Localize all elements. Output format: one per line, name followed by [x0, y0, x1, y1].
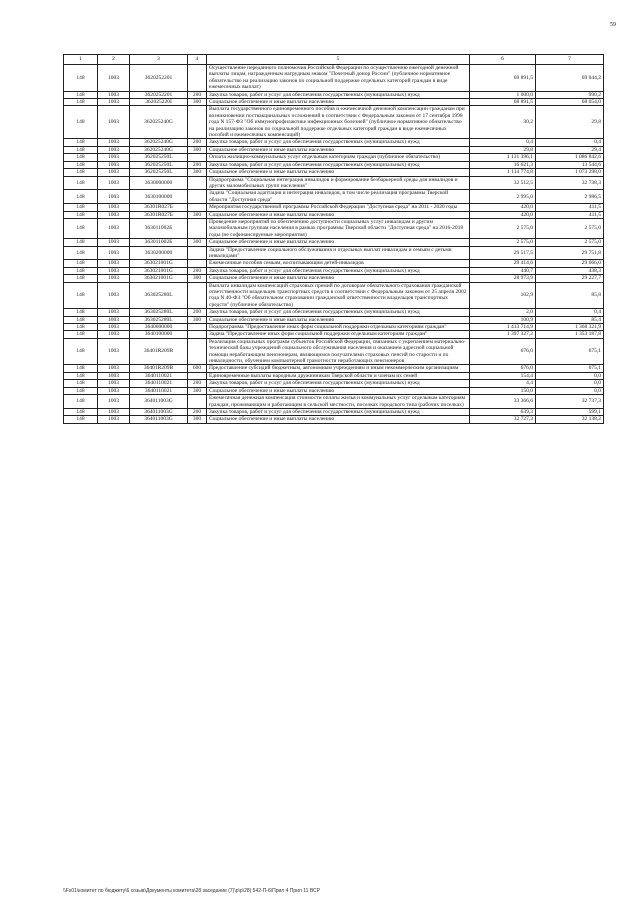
table-row	[64, 365, 604, 372]
cell-section-code: 1003	[98, 99, 130, 106]
cell-planned-amount: 29 517,5	[470, 246, 536, 260]
table-row	[64, 416, 604, 423]
cell-target-article: 363011002Б	[130, 218, 188, 238]
cell-planned-amount: 68 891,5	[470, 99, 536, 106]
cell-expense-type	[188, 65, 207, 92]
table-row	[64, 408, 604, 415]
cell-expense-type: 300	[188, 316, 207, 323]
cell-description: Реализация социальных программ субъектов Российской Федерации, связанных с укреплением материально-технической базы учреждений социального обслуживания населения и оказанием адресной социальной помощи неработающим пенсионерам, являющимся получателями страховых пенсий по старости и по инвалидности, обучением компьютерной грамотности неработающих пенсионеров	[207, 338, 470, 365]
cell-expense-type	[188, 331, 207, 338]
cell-expense-type	[188, 176, 207, 190]
cell-planned-amount: 1 397 327,2	[470, 331, 536, 338]
cell-actual-amount: 0,4	[536, 139, 604, 146]
cell-admin-code: 148	[64, 309, 98, 316]
cell-admin-code: 148	[64, 169, 98, 176]
cell-description: Ежемесячная денежная компенсация стоимости оплаты жилья и коммунальных услуг отдельным категориям граждан, проживающим и работающим в сельской местности, поселках городского типа (рабочих поселках)	[207, 395, 470, 409]
cell-actual-amount: 1 368 321,9	[536, 324, 604, 331]
cell-planned-amount: 4,4	[470, 380, 536, 387]
cell-description: Социальное обеспечение и иные выплаты населению	[207, 239, 470, 246]
cell-target-article: 3630100000	[130, 190, 188, 204]
table-row	[64, 218, 604, 238]
cell-target-article: 362025240G	[130, 139, 188, 146]
cell-target-article: 3630000000	[130, 176, 188, 190]
cell-planned-amount: 1 000,0	[470, 91, 536, 98]
cell-admin-code: 148	[64, 239, 98, 246]
cell-section-code: 1003	[98, 139, 130, 146]
table-row	[64, 282, 604, 309]
cell-expense-type: 300	[188, 169, 207, 176]
cell-expense-type: 300	[188, 387, 207, 394]
cell-description: Социальное обеспечение и иные выплаты населению	[207, 211, 470, 218]
cell-description: Социальное обеспечение и иные выплаты населению	[207, 146, 470, 153]
cell-expense-type	[188, 282, 207, 309]
cell-admin-code: 148	[64, 380, 98, 387]
cell-expense-type: 200	[188, 408, 207, 415]
table-row	[64, 211, 604, 218]
cell-planned-amount: 1 131 396,1	[470, 154, 536, 161]
cell-admin-code: 148	[64, 204, 98, 211]
cell-admin-code: 148	[64, 416, 98, 423]
cell-section-code: 1003	[98, 309, 130, 316]
column-header: 7	[536, 55, 604, 65]
cell-section-code: 1003	[98, 91, 130, 98]
table-row	[64, 161, 604, 168]
cell-section-code: 1003	[98, 324, 130, 331]
table-row	[64, 309, 604, 316]
cell-section-code: 1003	[98, 372, 130, 379]
cell-actual-amount: 675,1	[536, 338, 604, 365]
cell-target-article: 3630200000	[130, 246, 188, 260]
cell-expense-type	[188, 106, 207, 139]
cell-target-article: 3640000000	[130, 324, 188, 331]
cell-planned-amount: 1 413 714,9	[470, 324, 536, 331]
cell-target-article: 364011003G	[130, 395, 188, 409]
cell-planned-amount: 676,0	[470, 365, 536, 372]
cell-admin-code: 148	[64, 387, 98, 394]
cell-section-code: 1003	[98, 154, 130, 161]
cell-target-article: 36301R027Б	[130, 204, 188, 211]
cell-expense-type	[188, 260, 207, 267]
cell-description: Социальное обеспечение и иные выплаты населению	[207, 316, 470, 323]
cell-description: Подпрограмма "Социальная интеграция инвалидов и формирование безбарьерной среды для инвалидов и других маломобильных групп населения"	[207, 176, 470, 190]
cell-section-code: 1003	[98, 395, 130, 409]
cell-section-code: 1003	[98, 380, 130, 387]
cell-actual-amount: 69 044,2	[536, 65, 604, 92]
table-body	[64, 65, 604, 424]
cell-actual-amount: 675,1	[536, 365, 604, 372]
column-header: 1	[64, 55, 98, 65]
cell-expense-type: 200	[188, 267, 207, 274]
cell-section-code: 1003	[98, 146, 130, 153]
column-header: 5	[207, 55, 470, 65]
cell-expense-type	[188, 372, 207, 379]
cell-target-article: 363025280L	[130, 316, 188, 323]
table-row	[64, 239, 604, 246]
cell-admin-code: 148	[64, 324, 98, 331]
table-row	[64, 275, 604, 282]
cell-target-article: 3620252201	[130, 91, 188, 98]
cell-admin-code: 148	[64, 331, 98, 338]
cell-description: Закупка товаров, работ и услуг для обеспечения государственных (муниципальных) нужд	[207, 380, 470, 387]
cell-section-code: 1003	[98, 218, 130, 238]
cell-planned-amount: 150,0	[470, 387, 536, 394]
column-header: 6	[470, 55, 536, 65]
table-row	[64, 387, 604, 394]
cell-expense-type: 600	[188, 365, 207, 372]
cell-expense-type	[188, 190, 207, 204]
cell-target-article: 364011003G	[130, 416, 188, 423]
cell-actual-amount: 32 738,3	[536, 176, 604, 190]
cell-target-article: 36401R209B	[130, 338, 188, 365]
cell-admin-code: 148	[64, 365, 98, 372]
cell-section-code: 1003	[98, 408, 130, 415]
cell-planned-amount: 33 366,6	[470, 395, 536, 409]
cell-admin-code: 148	[64, 218, 98, 238]
cell-admin-code: 148	[64, 65, 98, 92]
cell-description: Мероприятия государственной программы Российской Федерации "Доступная среда" на 2011 - 2020 годы	[207, 204, 470, 211]
cell-expense-type	[188, 204, 207, 211]
table-row	[64, 154, 604, 161]
cell-target-article: 362025250L	[130, 169, 188, 176]
cell-section-code: 1003	[98, 338, 130, 365]
table-row	[64, 106, 604, 139]
cell-target-article: 363025280L	[130, 309, 188, 316]
cell-description: Задача "Предоставление социального обслуживания и отдельных выплат инвалидам и семьям с детьми инвалидами"	[207, 246, 470, 260]
cell-admin-code: 148	[64, 316, 98, 323]
cell-planned-amount: 420,0	[470, 204, 536, 211]
table-row	[64, 324, 604, 331]
cell-actual-amount: 2 986,5	[536, 190, 604, 204]
cell-planned-amount: 100,9	[470, 316, 536, 323]
table-row	[64, 169, 604, 176]
cell-actual-amount: 1 073 298,0	[536, 169, 604, 176]
cell-expense-type: 200	[188, 91, 207, 98]
cell-admin-code: 148	[64, 161, 98, 168]
cell-section-code: 1003	[98, 190, 130, 204]
cell-actual-amount: 1 086 842,6	[536, 154, 604, 161]
cell-planned-amount: 639,3	[470, 408, 536, 415]
cell-section-code: 1003	[98, 246, 130, 260]
table-row	[64, 246, 604, 260]
cell-actual-amount: 29 666,0	[536, 260, 604, 267]
cell-description: Закупка товаров, работ и услуг для обеспечения государственных (муниципальных) нужд	[207, 91, 470, 98]
cell-planned-amount: 2 995,0	[470, 190, 536, 204]
cell-actual-amount: 32 737,3	[536, 395, 604, 409]
cell-actual-amount: 85,4	[536, 316, 604, 323]
cell-planned-amount: 676,0	[470, 338, 536, 365]
cell-actual-amount: 0,0	[536, 387, 604, 394]
table-row	[64, 395, 604, 409]
cell-description: Социальное обеспечение и иные выплаты населению	[207, 387, 470, 394]
cell-actual-amount: 2 575,0	[536, 239, 604, 246]
table-row	[64, 91, 604, 98]
cell-expense-type	[188, 154, 207, 161]
cell-admin-code: 148	[64, 372, 98, 379]
cell-description: Осуществление переданного полномочия Российской Федерации по осуществлению ежегодной денежной выплаты лицам, награжденным нагрудным знаком "Почетный донор России" (публичное нормативное обязательство на реализацию законов по социальной поддержке отдельных категорий граждан в виде ежемесячных выплат)	[207, 65, 470, 92]
cell-target-article: 3620252201	[130, 65, 188, 92]
cell-section-code: 1003	[98, 331, 130, 338]
cell-expense-type	[188, 218, 207, 238]
cell-admin-code: 148	[64, 282, 98, 309]
cell-target-article: 363021001G	[130, 267, 188, 274]
cell-admin-code: 148	[64, 246, 98, 260]
cell-expense-type: 200	[188, 380, 207, 387]
cell-actual-amount: 411,5	[536, 211, 604, 218]
cell-admin-code: 148	[64, 267, 98, 274]
cell-description: Задача "Социальная адаптация и интеграция инвалидов, в том числе реализация программы Тверской области "Доступная среда"	[207, 190, 470, 204]
cell-target-article: 36401R209B	[130, 365, 188, 372]
cell-actual-amount: 85,8	[536, 282, 604, 309]
cell-planned-amount: 32 727,3	[470, 416, 536, 423]
table-row	[64, 176, 604, 190]
cell-description: Выплата инвалидам компенсаций страховых премий по договорам обязательного страхования гражданской ответственности владельцев транспортных средств в соответствии с Федеральным законом от 25 апреля 2002 года N 40-ФЗ "Об обязательном страховании гражданской ответственности владельцев транспортных средств" (публичное обязательство)	[207, 282, 470, 309]
cell-admin-code: 148	[64, 408, 98, 415]
cell-planned-amount: 2,0	[470, 309, 536, 316]
cell-section-code: 1003	[98, 239, 130, 246]
cell-section-code: 1003	[98, 106, 130, 139]
cell-section-code: 1003	[98, 365, 130, 372]
table-row	[64, 331, 604, 338]
table-row	[64, 190, 604, 204]
cell-description: Закупка товаров, работ и услуг для обеспечения государственных (муниципальных) нужд	[207, 309, 470, 316]
cell-expense-type	[188, 324, 207, 331]
cell-description: Ежемесячные пособия семьям, воспитывающим детей-инвалидов	[207, 260, 470, 267]
cell-admin-code: 148	[64, 260, 98, 267]
cell-target-article: 363021001G	[130, 275, 188, 282]
cell-actual-amount: 0,0	[536, 372, 604, 379]
budget-table	[63, 54, 604, 424]
cell-admin-code: 148	[64, 338, 98, 365]
cell-target-article: 36301R027Б	[130, 211, 188, 218]
cell-planned-amount: 32 512,5	[470, 176, 536, 190]
cell-section-code: 1003	[98, 204, 130, 211]
cell-actual-amount: 13 544,6	[536, 161, 604, 168]
cell-planned-amount: 440,7	[470, 267, 536, 274]
cell-section-code: 1003	[98, 65, 130, 92]
cell-section-code: 1003	[98, 176, 130, 190]
cell-admin-code: 148	[64, 154, 98, 161]
cell-target-article: 362025250L	[130, 154, 188, 161]
cell-section-code: 1003	[98, 316, 130, 323]
cell-expense-type	[188, 246, 207, 260]
cell-description: Задача "Предоставление иных форм социальной поддержки отдельным категориям граждан"	[207, 331, 470, 338]
cell-actual-amount: 29 751,8	[536, 246, 604, 260]
table-row	[64, 146, 604, 153]
cell-actual-amount: 2 575,0	[536, 218, 604, 238]
cell-admin-code: 148	[64, 176, 98, 190]
cell-planned-amount: 29 414,6	[470, 260, 536, 267]
cell-actual-amount: 68 054,0	[536, 99, 604, 106]
cell-description: Социальное обеспечение и иные выплаты населению	[207, 169, 470, 176]
cell-section-code: 1003	[98, 387, 130, 394]
table-row	[64, 267, 604, 274]
cell-actual-amount: 0,0	[536, 380, 604, 387]
cell-planned-amount: 2 575,0	[470, 239, 536, 246]
cell-admin-code: 148	[64, 99, 98, 106]
column-header: 4	[188, 55, 207, 65]
cell-target-article: 363021001G	[130, 260, 188, 267]
cell-expense-type: 200	[188, 309, 207, 316]
table-row	[64, 316, 604, 323]
cell-expense-type: 300	[188, 416, 207, 423]
cell-target-article: 362025240G	[130, 146, 188, 153]
cell-planned-amount: 16 621,3	[470, 161, 536, 168]
cell-description: Социальное обеспечение и иные выплаты населению	[207, 275, 470, 282]
cell-actual-amount: 29,4	[536, 146, 604, 153]
cell-target-article: 3640110021	[130, 387, 188, 394]
cell-actual-amount: 990,2	[536, 91, 604, 98]
cell-expense-type: 300	[188, 239, 207, 246]
cell-target-article: 3640100000	[130, 331, 188, 338]
cell-target-article: 362025240G	[130, 106, 188, 139]
cell-section-code: 1003	[98, 282, 130, 309]
cell-target-article: 363025280L	[130, 282, 188, 309]
cell-section-code: 1003	[98, 169, 130, 176]
page-number: 59	[610, 22, 616, 28]
cell-planned-amount: 29,8	[470, 146, 536, 153]
cell-planned-amount: 154,4	[470, 372, 536, 379]
cell-description: Социальное обеспечение и иные выплаты населению	[207, 99, 470, 106]
column-header: 2	[98, 55, 130, 65]
cell-admin-code: 148	[64, 146, 98, 153]
cell-actual-amount: 32 138,2	[536, 416, 604, 423]
cell-description: Закупка товаров, работ и услуг для обеспечения государственных (муниципальных) нужд	[207, 267, 470, 274]
cell-planned-amount: 1 114 774,8	[470, 169, 536, 176]
cell-description: Закупка товаров, работ и услуг для обеспечения государственных (муниципальных) нужд	[207, 139, 470, 146]
cell-admin-code: 148	[64, 190, 98, 204]
cell-planned-amount: 28 973,9	[470, 275, 536, 282]
cell-admin-code: 148	[64, 106, 98, 139]
cell-section-code: 1003	[98, 416, 130, 423]
cell-description: Социальное обеспечение и иные выплаты населению	[207, 416, 470, 423]
cell-expense-type: 200	[188, 161, 207, 168]
cell-description: Подпрограмма "Предоставление иных форм социальной поддержки отдельным категориям граждан"	[207, 324, 470, 331]
table-row	[64, 380, 604, 387]
cell-admin-code: 148	[64, 139, 98, 146]
cell-expense-type: 200	[188, 139, 207, 146]
cell-description: Выплата государственного единовременного пособия и ежемесячной денежной компенсации гражданам при возникновении поствакцинальных осложнений в соответствии с Федеральным законом от 17 сентября 1998 года N 157-ФЗ "Об иммунопрофилактике инфекционных болезней" (публичное нормативное обязательство на реализацию законов по социальной поддержке отдельных категорий граждан в виде ежемесячных пособий и ежемесячных компенсаций)	[207, 106, 470, 139]
cell-description: Закупка товаров, работ и услуг для обеспечения государственных (муниципальных) нужд	[207, 161, 470, 168]
table-row	[64, 139, 604, 146]
cell-planned-amount: 0,4	[470, 139, 536, 146]
cell-description: Закупка товаров, работ и услуг для обеспечения государственных (муниципальных) нужд	[207, 408, 470, 415]
table-row	[64, 372, 604, 379]
table-row	[64, 260, 604, 267]
cell-target-article: 363011002Б	[130, 239, 188, 246]
table-row	[64, 65, 604, 92]
cell-admin-code: 148	[64, 395, 98, 409]
cell-expense-type: 300	[188, 146, 207, 153]
column-header: 3	[130, 55, 188, 65]
cell-description: Единовременные выплаты народным дружинникам Тверской области и членам их семей	[207, 372, 470, 379]
cell-description: Проведение мероприятий по обеспечению доступности социальных услуг инвалидам и другим маломобильным группам населения в рамках программы Тверской области "Доступная среда" на 2016-2018 годы (не софинансируемые мероприятия)	[207, 218, 470, 238]
cell-expense-type	[188, 338, 207, 365]
cell-description: Предоставление субсидий бюджетным, автономным учреждениям и иным некоммерческим организациям	[207, 365, 470, 372]
table-header-row	[64, 55, 604, 65]
table-row	[64, 338, 604, 365]
cell-description: Оплата жилищно-коммунальных услуг отдельным категориям граждан (публичное обязательство)	[207, 154, 470, 161]
cell-admin-code: 148	[64, 211, 98, 218]
cell-actual-amount: 438,3	[536, 267, 604, 274]
cell-expense-type: 300	[188, 211, 207, 218]
cell-planned-amount: 420,0	[470, 211, 536, 218]
cell-expense-type: 300	[188, 99, 207, 106]
cell-target-article: 364011003G	[130, 408, 188, 415]
table-row	[64, 99, 604, 106]
cell-admin-code: 148	[64, 275, 98, 282]
cell-target-article: 362025250L	[130, 161, 188, 168]
cell-actual-amount: 0,4	[536, 309, 604, 316]
cell-section-code: 1003	[98, 267, 130, 274]
cell-planned-amount: 2 575,0	[470, 218, 536, 238]
cell-actual-amount: 29 227,7	[536, 275, 604, 282]
cell-section-code: 1003	[98, 275, 130, 282]
cell-admin-code: 148	[64, 91, 98, 98]
cell-planned-amount: 30,2	[470, 106, 536, 139]
cell-actual-amount: 29,8	[536, 106, 604, 139]
cell-actual-amount: 1 353 187,8	[536, 331, 604, 338]
cell-section-code: 1003	[98, 260, 130, 267]
cell-planned-amount: 102,9	[470, 282, 536, 309]
cell-section-code: 1003	[98, 161, 130, 168]
cell-section-code: 1003	[98, 211, 130, 218]
cell-actual-amount: 411,5	[536, 204, 604, 211]
cell-target-article: 3640110021	[130, 372, 188, 379]
cell-target-article: 3640110021	[130, 380, 188, 387]
footer-file-path: \\Fs01\комитет по бюджету\6 созыв\Документы комитета\28 заседание (7)\р\р\28) 542-П-6\Прил 4 Прил 11 ВСР	[63, 888, 320, 894]
table-row	[64, 204, 604, 211]
cell-planned-amount: 69 891,5	[470, 65, 536, 92]
cell-expense-type: 300	[188, 275, 207, 282]
cell-actual-amount: 599,1	[536, 408, 604, 415]
cell-target-article: 362025220І	[130, 99, 188, 106]
cell-expense-type	[188, 395, 207, 409]
